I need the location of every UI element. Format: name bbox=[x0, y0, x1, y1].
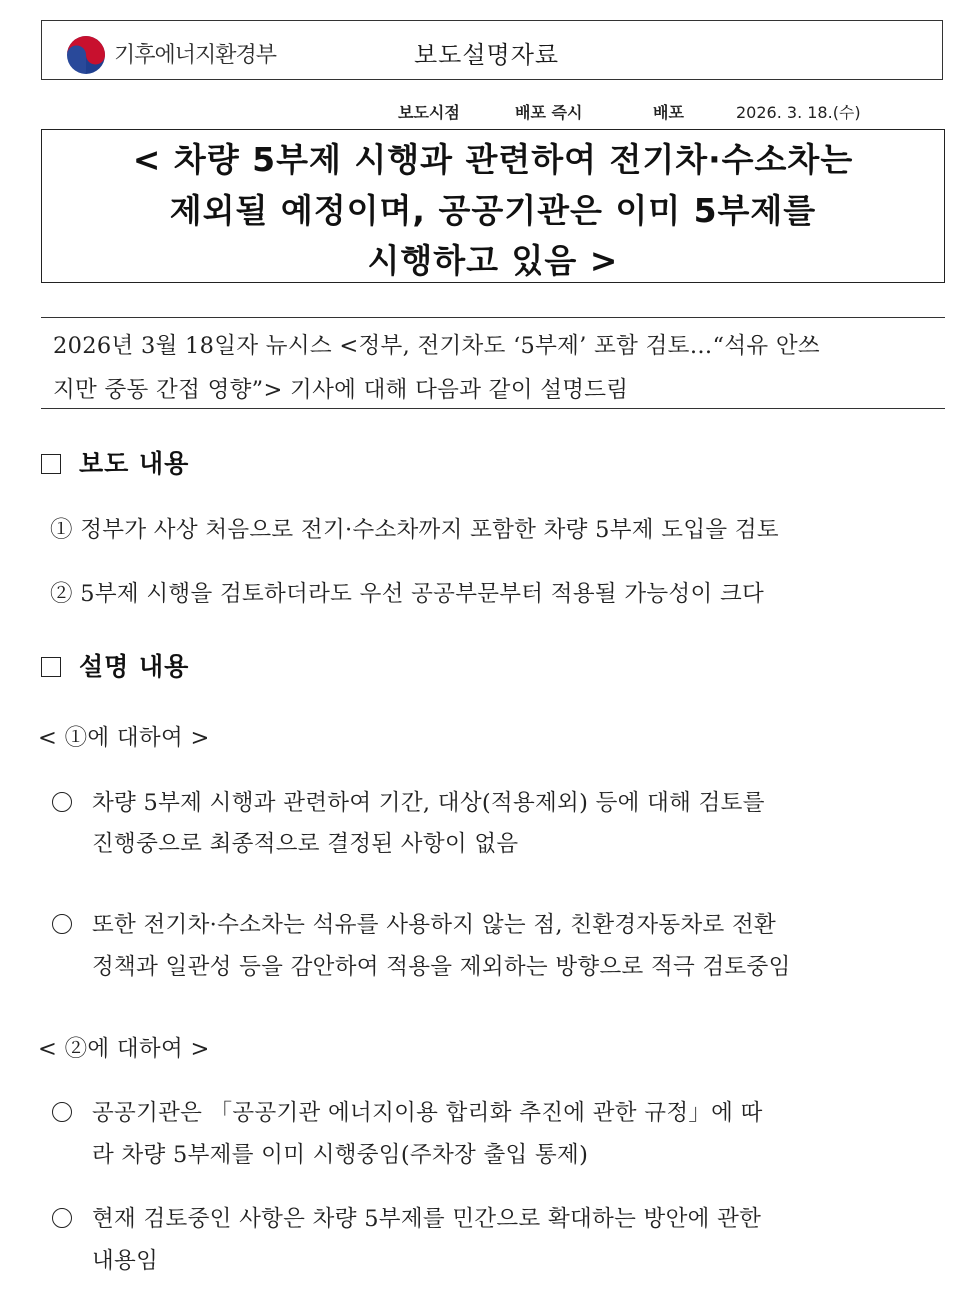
bullet-circle-icon bbox=[52, 1208, 72, 1228]
document-type: 보도설명자료 bbox=[414, 41, 560, 69]
document-header bbox=[41, 20, 943, 80]
bullet-circle-icon bbox=[52, 1102, 72, 1122]
explanation-line: 라 차량 5부제를 이미 시행중임(주차장 출입 통제) bbox=[92, 1142, 589, 1168]
explanation-line: 공공기관은 「공공기관 에너지이용 합리화 추진에 관한 규정」에 따 bbox=[92, 1100, 763, 1126]
ministry-name: 기후에너지환경부 bbox=[114, 43, 277, 68]
summary-line: 2026년 3월 18일자 뉴시스 <정부, 전기차도 ‘5부제’ 포함 검토…“석유 안쓰 bbox=[53, 333, 820, 359]
report-item: ① 정부가 사상 처음으로 전기·수소차까지 포함한 차량 5부제 도입을 검토 bbox=[50, 517, 779, 543]
explanation-line: 현재 검토중인 사항은 차량 5부제를 민간으로 확대하는 방안에 관한 bbox=[92, 1206, 762, 1232]
explanation-line: 차량 5부제 시행과 관련하여 기간, 대상(적용제외) 등에 대해 검토를 bbox=[92, 790, 765, 816]
release-date: 2026. 3. 18.(수) bbox=[736, 103, 861, 122]
title-box bbox=[41, 129, 945, 283]
bullet-circle-icon bbox=[52, 914, 72, 934]
government-emblem-icon bbox=[66, 35, 106, 75]
subsection-heading: < ②에 대하여 > bbox=[38, 1036, 210, 1062]
summary-line: 지만 중동 간접 영향”> 기사에 대해 다음과 같이 설명드림 bbox=[53, 377, 629, 403]
release-timing: 배포 즉시 bbox=[515, 103, 583, 122]
release-label: 보도시점 bbox=[398, 103, 460, 122]
checkbox-square-icon bbox=[41, 657, 61, 677]
distribution-label: 배포 bbox=[653, 103, 684, 122]
report-item: ② 5부제 시행을 검토하더라도 우선 공공부문부터 적용될 가능성이 크다 bbox=[50, 581, 765, 607]
explanation-line: 내용임 bbox=[92, 1248, 159, 1274]
checkbox-square-icon bbox=[41, 454, 61, 474]
article-summary bbox=[41, 317, 945, 409]
explanation-line: 정책과 일관성 등을 감안하여 적용을 제외하는 방향으로 적극 검토중임 bbox=[92, 954, 791, 980]
title-line: 제외될 예정이며, 공공기관은 이미 5부제를 bbox=[169, 191, 817, 230]
explanation-heading bbox=[41, 647, 189, 683]
explanation-heading-text: 설명 내용 bbox=[79, 652, 190, 681]
title-line: < 차량 5부제 시행과 관련하여 전기차·수소차는 bbox=[132, 140, 854, 179]
explanation-line: 진행중으로 최종적으로 결정된 사항이 없음 bbox=[92, 831, 519, 857]
subsection-heading: < ①에 대하여 > bbox=[38, 725, 210, 751]
report-heading bbox=[41, 444, 189, 480]
title-line: 시행하고 있음 > bbox=[367, 241, 619, 280]
explanation-line: 또한 전기차·수소차는 석유를 사용하지 않는 점, 친환경자동차로 전환 bbox=[92, 912, 777, 938]
report-heading-text: 보도 내용 bbox=[79, 449, 190, 478]
release-info bbox=[398, 100, 898, 122]
bullet-circle-icon bbox=[52, 792, 72, 812]
